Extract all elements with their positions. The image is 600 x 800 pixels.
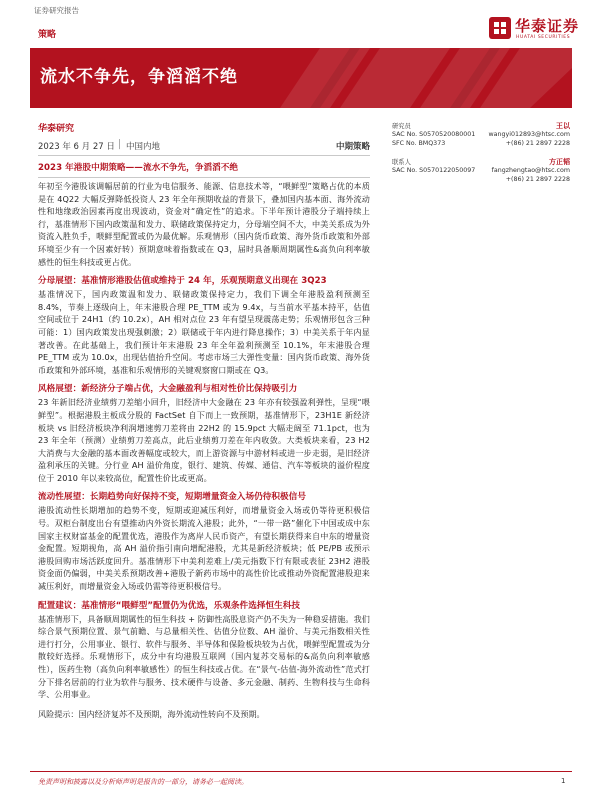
brand-logo <box>489 15 580 45</box>
section-style <box>38 383 370 484</box>
report-type-label: 证券研究报告 <box>34 6 79 15</box>
disclaimer-text: 免责声明和披露以及分析师声明是报告的一部分，请务必一起阅读。 <box>38 778 248 786</box>
analyst-sac-no: SAC No. S0570520080001 <box>392 131 476 138</box>
report-body <box>38 162 370 720</box>
section-heading: 配置建议：基准情形“喂鲜型”配置仍为优选，乐观条件选择恒生科技 <box>38 600 301 611</box>
title-banner <box>30 48 572 108</box>
analyst-contact-row <box>392 140 570 149</box>
section-valuation <box>38 275 370 376</box>
analyst-role: 研究员 <box>392 123 411 130</box>
section-heading: 风格展望：新经济分子端占优，大金融盈利与相对性价比保持吸引力 <box>38 384 298 395</box>
analyst-email[interactable]: wangyi012893@htsc.com <box>488 131 570 138</box>
contact-sac-no: SAC No. S0570122050097 <box>392 167 476 174</box>
section-allocation <box>38 600 370 701</box>
section-heading: 流动性展望：长期趋势向好保持不变，短期增量资金入场仍待积极信号 <box>38 492 306 503</box>
section-paragraph: 23 年新旧经济业绩剪刀差缩小回升，旧经济中大金融在 23 年亦有较强盈利弹性，呈现“喂鲜型”。根据港股主板成分股的 FactSet 自下而上一致预期，基准情形下，23H1E 新经济板块 vs 旧经济板块净利润增速剪刀差将由 22H2 的 15.9pct 大幅走阔至 71.1pct，也为 23 年全年（预测）业绩剪刀差高点，此后业绩剪刀差在年内收敛。大类板块来看，23 H2 大消费与大金融的基本面改善幅度或较大，而上游资源与中游材料或进一步走弱，是旧经济盈利承压的关键。分行业 AH 溢价角度，银行、建筑、传媒、通信、汽车等板块的溢价程度位于 2010 年以来较高位，配置性价比或更高。 <box>38 397 370 483</box>
brand-name-en: HUATAI SECURITIES <box>516 35 571 40</box>
contact-row <box>392 176 570 185</box>
brand-name-cn: 华泰证券 <box>515 17 580 35</box>
page-number: 1 <box>561 777 566 785</box>
research-source: 华泰研究 <box>38 124 75 134</box>
section-paragraph: 年初至今港股该调幅居前的行业为电信服务、能源、信息技术等，“喂鲜型”策略占优的本质是在 4Q22 大幅反弹降低投资人 23 年全年预期收益的背景下，叠加国内基本面、海外流动性和地缘政治因素再度出现波动，资金对“确定性”的追求。下半年预计港股分子端持续上行，基准情形下国内政策温和发力、联储政策保持定力，分母端空间不大，中美关系成为外资流入胜负手，喂鲜型配置或仍为最优解。乐观情形（国内货币政策、海外货币政策和外部环境至少有一个因素好转）预期意味着指数或在 Q3，届时具备顺周期属性&高负向利率敏感性的恒生科技或更占优。 <box>38 181 370 267</box>
contact-row <box>392 167 570 176</box>
report-category: 策略 <box>38 30 57 40</box>
section-liquidity <box>38 491 370 592</box>
report-region: 中国内地 <box>126 142 161 152</box>
risk-warning: 风险提示：国内经济复苏不及预期，海外流动性转向不及预期。 <box>38 708 265 719</box>
analyst-contact-row <box>392 131 570 140</box>
contact-email[interactable]: fangzhengtao@htsc.com <box>491 167 570 174</box>
meta-divider <box>38 155 370 156</box>
section-paragraph: 港股流动性长期增加的趋势不变，短期或迎减压利好，而增量资金入场或仍等待更积极信号。双柜台制度出台有望推动内外资长期流入港股；此外，“一带一路”催化下中国或成中东国家主权财富基金的配置优选，港股作为离岸人民币资产，有望长期获得来自中东的增量资金配置。短期视角，高 AH 溢价指引南向增配港股，尤其是新经济板块；低 PE/PB 或预示港股回购市场活跃度回升。基准情形下中美利差难上/美元指数下行有限或表征 23H2 港股资金面仍偏弱，中美关系预期改善+港股子新药市场中的高性价比或推动外资配置港股迎来减压利好，而增量资金入场或仍需等待更积极信号。 <box>38 505 370 592</box>
report-date: 2023 年 6 月 27 日 <box>38 142 115 152</box>
contact-phone: +(86) 21 2897 2228 <box>505 176 570 183</box>
report-title: 流水不争先，争滔滔不绝 <box>40 67 238 87</box>
report-meta <box>38 140 370 154</box>
section-heading: 分母展望：基准情形港股估值或维持于 24 年，乐观预期意义出现在 3Q23 <box>38 276 327 287</box>
meta-separator: │ <box>117 140 123 150</box>
report-strategy-type: 中期策略 <box>335 142 370 152</box>
contact-name: 方正韬 <box>549 158 570 166</box>
section-paragraph: 基准情形下，具备顺周期属性的恒生科技 + 防御性高股息资产仍不失为一种稳妥措施。我们综合景气预期位置、景气前瞻、与总量相关性、估值分位数、AH 溢价、与美元指数相关性进行打分，公用事业、银行、软件与服务、半导体和保险板块较为占优，喂鲜型配置或为分散较好选择。乐观情形下，成分中有均港股互联网（国内复苏交易标的&高负向利率敏感性），医药生物（高负向利率敏感性）的恒生科技或占优。在“景气-估值-海外流动性”范式打分下排名居前的行业为软件与服务、技术硬件与设备、多元金融、制药、生物科技与生命科学、公用事业。 <box>38 613 370 700</box>
footer-divider <box>30 771 572 772</box>
section-paragraph: 基准情况下，国内政策温和发力、联储政策保持定力，我们下调全年港股盈利预测至 8.4%，节奏上逐级向上，年末港股合理 PE_TTM 或为 9.4x，与当前水平基本持平，估值空间或位于 24H1（约 10.2x），AH 相对点位 23 年有望呈现震荡走势；乐观情形包含三种可能：1）国内政策发出现强刺激；2）联储或于年内进行降息操作；3）中美关系于年内显著改善。在此基础上，我们预计年末港股 23 年全年盈利预测至 10.1%，年末港股合理 PE_TTM 或为 10.0x，出现估值抬升空间。考虑市场三大弹性变量：国内货币政策、海外货币政策和外部环境，基准和乐观情形的关键观察窗口期或在 Q3。 <box>38 289 370 375</box>
analyst-sfc-no: SFC No. BMQ373 <box>392 140 446 147</box>
section-summary <box>38 162 370 268</box>
analyst-phone: +(86) 21 2897 2228 <box>505 140 570 147</box>
huatai-logo-icon <box>489 17 511 39</box>
contact-role: 联系人 <box>392 159 411 166</box>
analyst-name: 王以 <box>556 122 570 130</box>
section-heading: 2023 年港股中期策略——流水不争先，争滔滔不绝 <box>38 162 370 178</box>
